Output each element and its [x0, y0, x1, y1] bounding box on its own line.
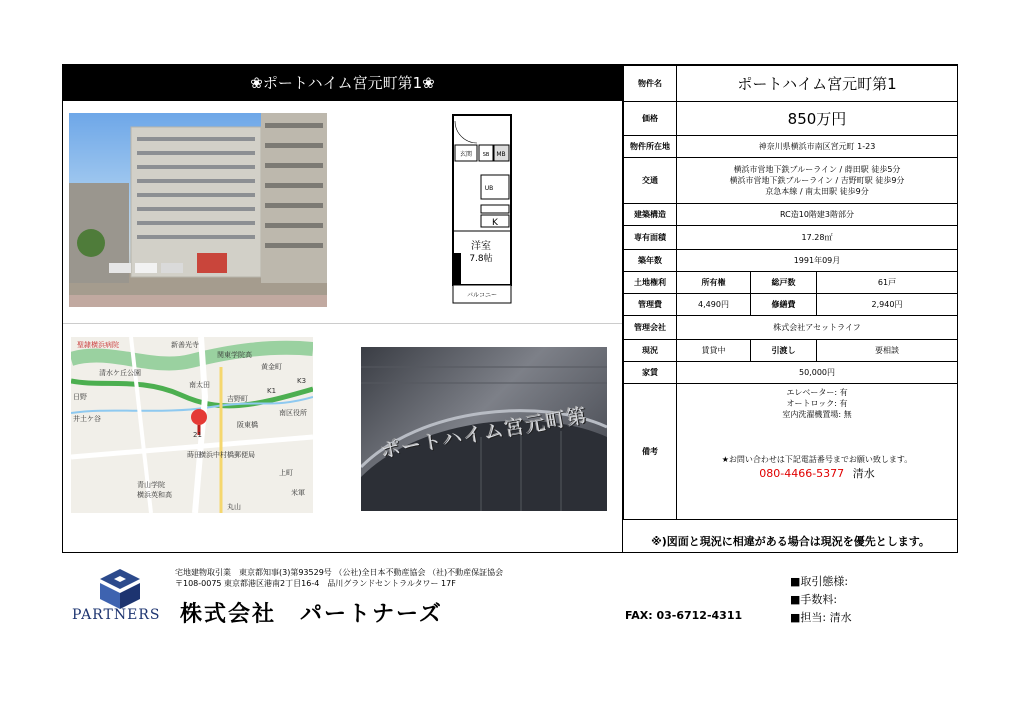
map-label-minamiota: 南太田 [189, 381, 210, 389]
building-sign-photo [361, 347, 607, 511]
contact-note: ★お問い合わせは下記電話番号までお願い致します。 [721, 455, 913, 464]
kitchen-label: K [492, 218, 498, 228]
contact-phone[interactable]: 080-4466-5377 [759, 467, 845, 480]
deal-type: ■取引態様: [790, 575, 849, 588]
price-value: 850万円 [677, 102, 958, 136]
area-map [71, 337, 313, 513]
repair-header: 修繕費 [751, 294, 817, 316]
remarks-header: 備考 [624, 384, 677, 520]
ub-label: UB [484, 185, 494, 192]
units-header: 総戸数 [751, 272, 817, 294]
land-header: 土地権利 [624, 272, 677, 294]
sign-text: ポートハイム宮元町第 [378, 402, 590, 463]
map-label-bandobashi: 阪東橋 [237, 421, 258, 429]
map-label-yoshinocho: 吉野町 [227, 395, 248, 403]
status-value: 賃貸中 [677, 340, 751, 362]
company-header: 管理会社 [624, 316, 677, 340]
map-label-hino: 日野 [73, 393, 87, 401]
footer [0, 555, 1020, 720]
map-label-k1: K1 [267, 387, 277, 395]
room-label: 洋室 [471, 241, 491, 252]
rent-value: 50,000円 [677, 362, 958, 384]
room-size: 7.8帖 [469, 254, 493, 264]
map-label-kanto: 関東学院高 [217, 351, 252, 359]
partners-logo-icon [72, 567, 168, 633]
price-header: 価格 [624, 102, 677, 136]
section-divider [63, 323, 622, 324]
remark-line: 室内洗濯機置場: 無 [782, 410, 852, 419]
genkan-label: 玄関 [459, 151, 473, 158]
partners-logo-text: PARTNERS [72, 607, 161, 623]
remark-line: エレベーター: 有 [786, 388, 848, 397]
map-label-temple: 新善光寺 [171, 341, 199, 349]
repair-value: 2,940円 [817, 294, 958, 316]
map-label-hospital: 聖隷横浜病院 [77, 341, 119, 349]
address-value: 神奈川県横浜市南区宮元町 1-23 [677, 136, 958, 158]
left-panel [63, 65, 623, 552]
units-value: 61戸 [817, 272, 958, 294]
traffic-header: 交通 [624, 158, 677, 204]
property-info-table [623, 65, 958, 520]
structure-value: RC造10階建3階部分 [677, 204, 958, 226]
map-label-aoyama: 青山学院 [137, 481, 165, 489]
map-label-ward-office: 南区役所 [279, 409, 307, 417]
mb-label: MB [496, 151, 506, 158]
handover-value: 要相談 [817, 340, 958, 362]
map-label-maita: 蒔田 [187, 451, 201, 459]
flyer-frame [62, 64, 958, 553]
company-name: 株式会社 パートナーズ [180, 602, 443, 627]
map-label-koganecho: 黄金町 [261, 363, 282, 371]
deal-info [790, 573, 852, 627]
status-header: 現況 [624, 340, 677, 362]
land-value: 所有権 [677, 272, 751, 294]
map-label-kamicho: 上町 [279, 469, 293, 477]
remark-line: オートロック: 有 [786, 399, 848, 408]
building-photo [69, 113, 327, 307]
traffic-line: 横浜市営地下鉄ブルーライン / 吉野町駅 徒歩9分 [729, 176, 905, 185]
contact-name: 清水 [852, 467, 875, 480]
built-header: 築年数 [624, 250, 677, 272]
traffic-line: 京急本線 / 南太田駅 徒歩9分 [765, 187, 869, 196]
map-label-idogaya: 井土ケ谷 [73, 415, 101, 423]
handover-header: 引渡し [751, 340, 817, 362]
company-value: 株式会社アセットライフ [677, 316, 958, 340]
license-info [175, 567, 503, 589]
traffic-value [677, 158, 958, 204]
rent-header: 家賃 [624, 362, 677, 384]
floor-plan [451, 113, 523, 309]
map-label-park: 清水ケ丘公園 [99, 369, 141, 377]
map-label-maruyama: 丸山 [227, 503, 241, 511]
sb-label: SB [482, 152, 490, 158]
built-value: 1991年09月 [677, 250, 958, 272]
area-header: 専有面積 [624, 226, 677, 250]
property-title-bar: ❀ポートハイム宮元町第1❀ [63, 65, 622, 101]
mgmt-fee-header: 管理費 [624, 294, 677, 316]
deal-fee: ■手数料: [790, 593, 838, 606]
deal-contact: ■担当: 清水 [790, 611, 852, 624]
balcony-label: バルコニー [466, 292, 498, 299]
mgmt-fee-value: 4,490円 [677, 294, 751, 316]
name-header: 物件名 [624, 66, 677, 102]
map-label-eiwa: 横浜英和高 [137, 491, 172, 499]
disclaimer-note: ※)図面と現況に相違がある場合は現況を優先とします。 [651, 535, 930, 548]
svg-text:聖隷横浜病院 [77, 340, 119, 349]
map-label-k3: K3 [297, 377, 307, 385]
property-name: ポートハイム宮元町第1 [677, 66, 958, 102]
fax-number: FAX: 03-6712-4311 [625, 609, 743, 622]
traffic-line: 横浜市営地下鉄ブルーライン / 蒔田駅 徒歩5分 [733, 165, 901, 174]
address-header: 物件所在地 [624, 136, 677, 158]
area-value: 17.28㎡ [677, 226, 958, 250]
map-label-beigun: 米軍 [291, 489, 305, 497]
license-line: 〒108-0075 東京都港区港南2丁目16-4 品川グランドセントラルタワー 17F [175, 579, 456, 588]
license-line: 宅地建物取引業 東京都知事(3)第93529号 （公社)全日本不動産協会 （社)不動産保証協会 [175, 568, 504, 577]
structure-header: 建築構造 [624, 204, 677, 226]
map-label-21: 21 [193, 431, 202, 439]
remarks-value [677, 384, 958, 520]
map-label-post: 横浜中村橋郵便局 [199, 451, 255, 459]
